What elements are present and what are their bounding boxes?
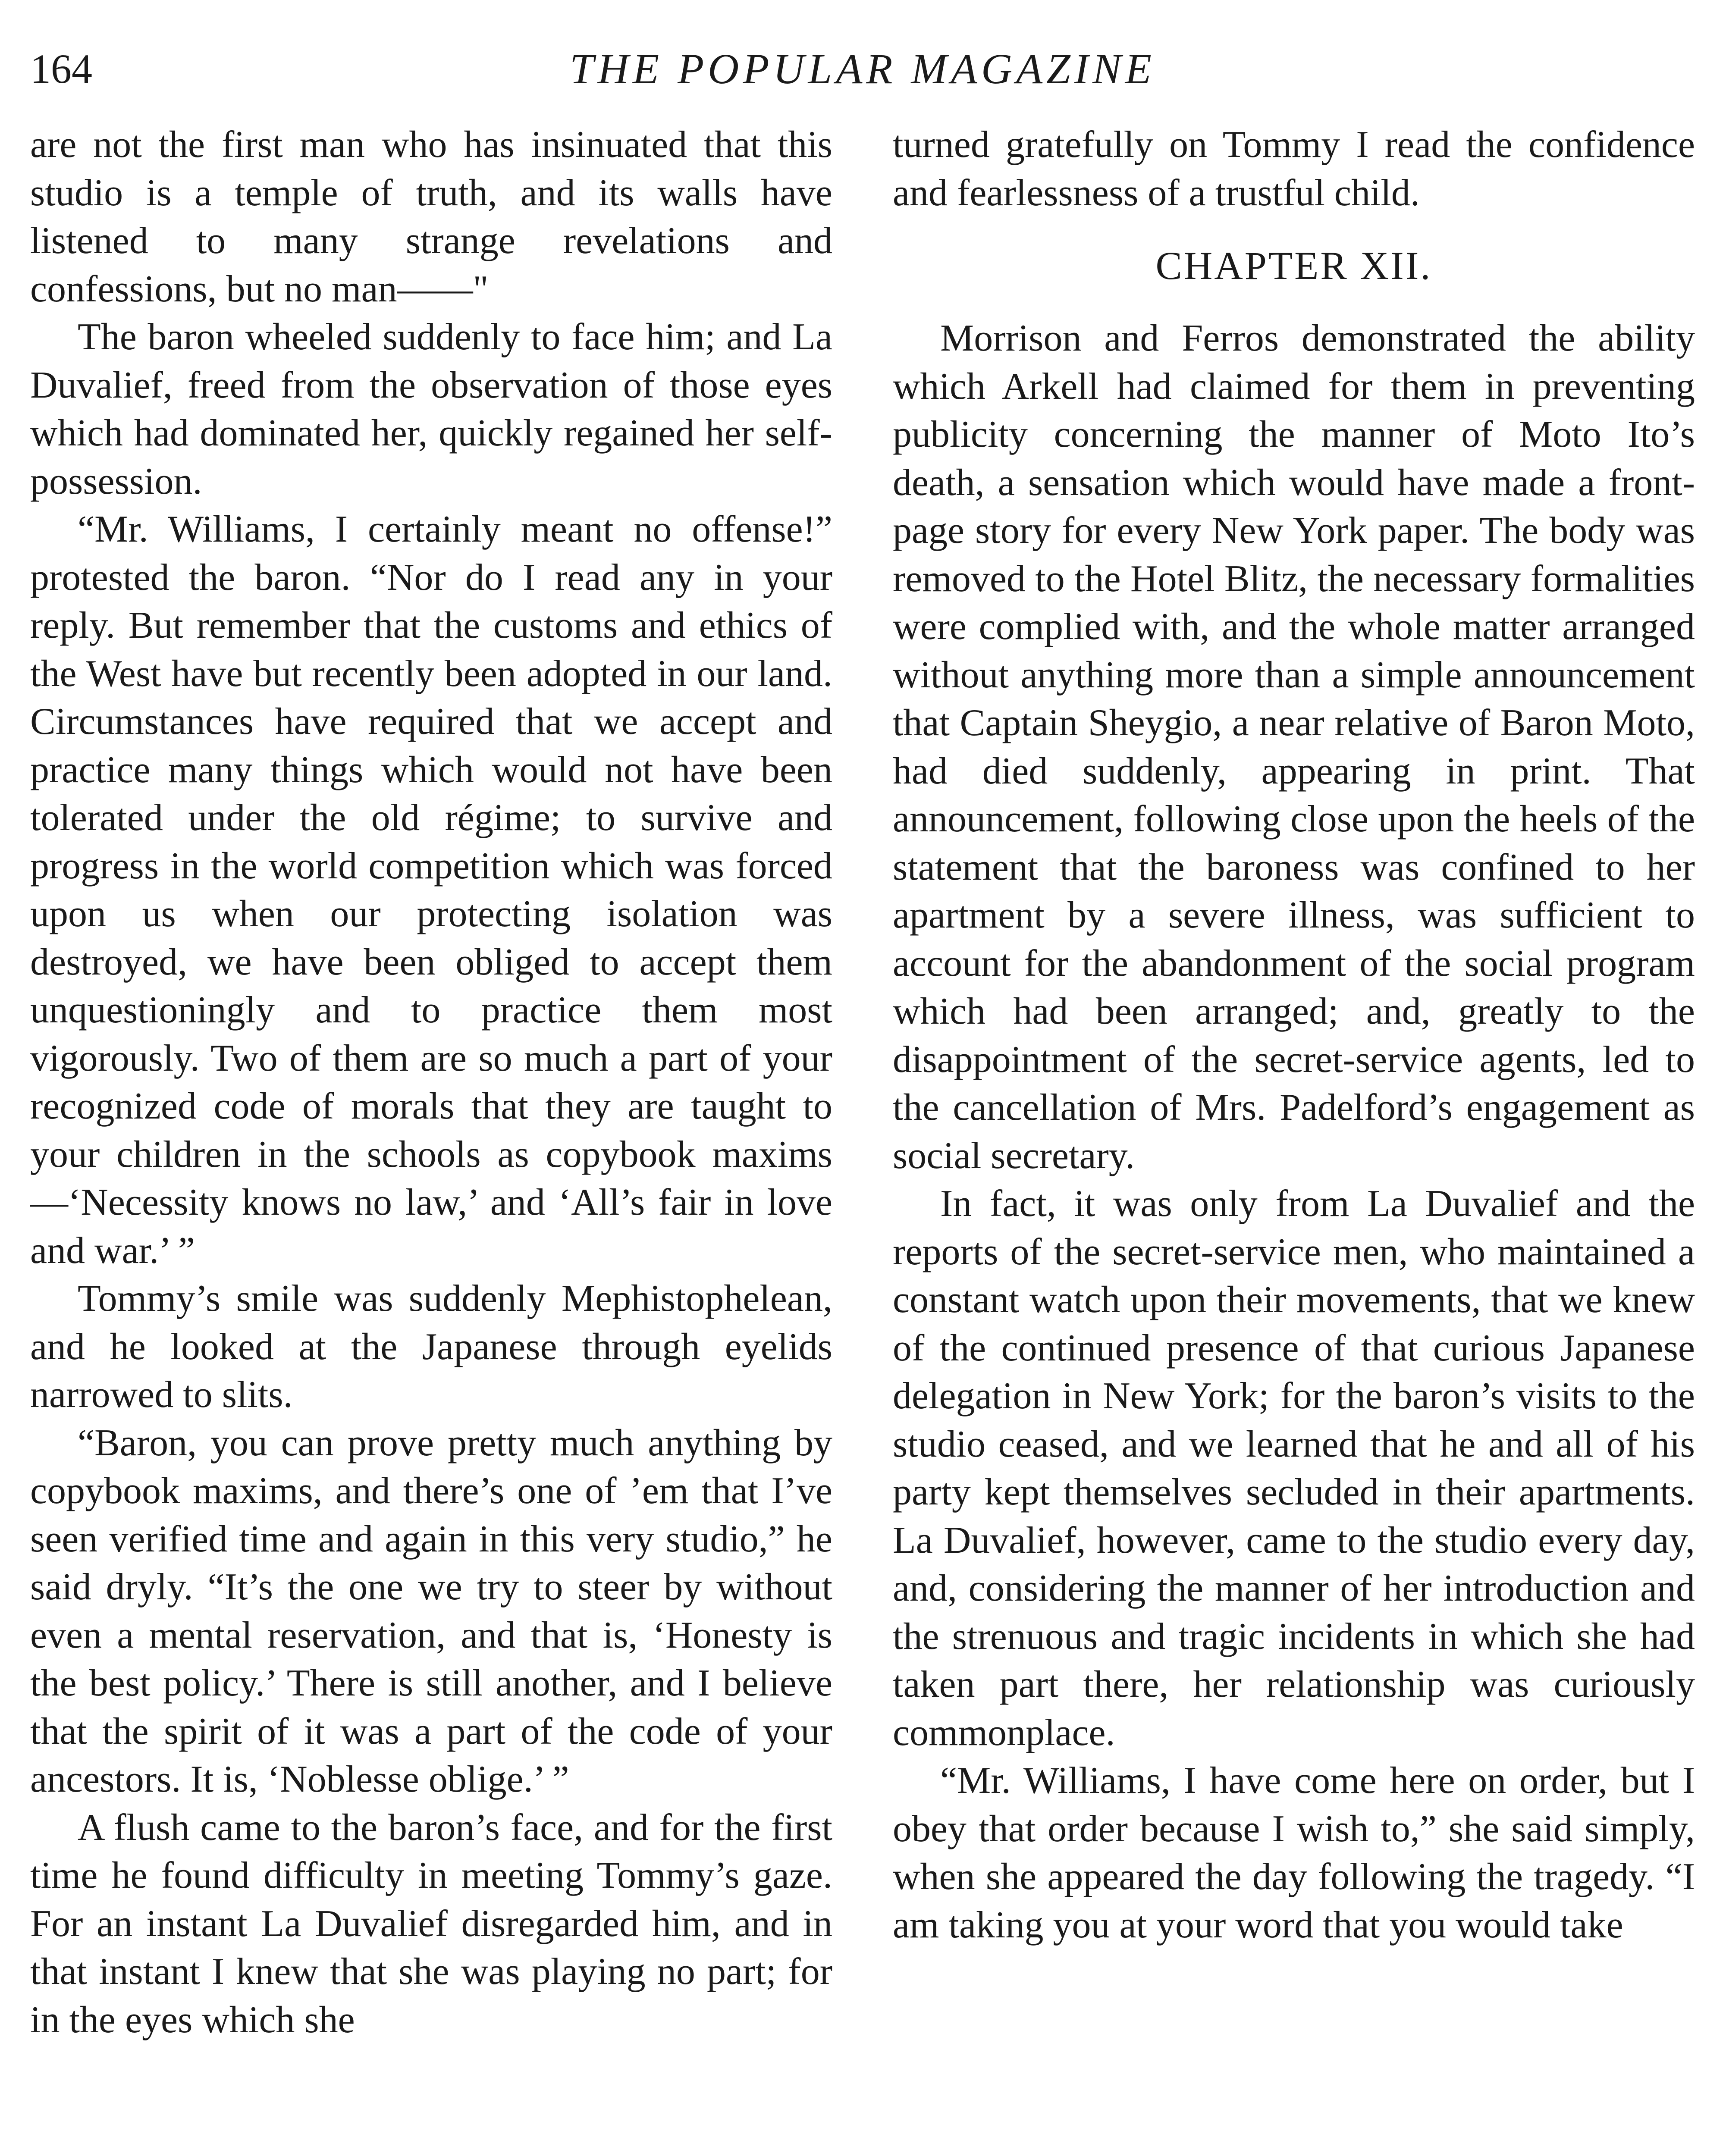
paragraph: In fact, it was only from La Duvalief and the reports of the secret-service men, who maintained a constant watch upon their movements, that we knew of the continued presence of that curious Japanese delegation in New York; for the baron’s visits to the studio ceased, and we learned that he and all of his party kept themselves secluded in their apartments. La Duvalief, however, came to the studio every day, and, considering the manner of her introduction and the strenuous and tragic incidents in which she had taken part there, her relationship was curiously commonplace. <box>893 1183 1695 1754</box>
paragraph: “Mr. Williams, I have come here on order, but I obey that order because I wish to,” she said simply, when she appeared the day following the tragedy. “I am taking you at your word that you would take <box>893 1760 1695 1946</box>
paragraph: Morrison and Ferros demonstrated the ability which Arkell had claimed for them in preventing publicity concerning the manner of Moto Ito’s death, a sensation which would have made a front-page story for every New York paper. The body was removed to the Hotel Blitz, the necessary formalities were complied with, and the whole matter arranged without anything more than a simple announcement that Captain Sheygio, a near relative of Baron Moto, had died suddenly, appearing in print. That announcement, following close upon the heels of the statement that the baroness was confined to her apartment by a severe illness, was sufficient to account for the abandonment of the social program which had been arranged; and, greatly to the disappointment of the secret-service agents, led to the cancellation of Mrs. Padelford’s engagement as social secretary. <box>893 317 1695 1177</box>
paragraph: Tommy’s smile was suddenly Mephistophelean, and he looked at the Japanese through eyelids narrowed to slits. <box>30 1278 832 1416</box>
paragraph: “Mr. Williams, I certainly meant no offense!” protested the baron. “Nor do I read any in your reply. But remember that the customs and ethics of the West have but recently been adopted in our land. Circumstances have required that we accept and practice many things which would not have been tolerated under the old régime; to survive and progress in the world competition which was forced upon us when our protecting isolation was destroyed, we have been obliged to accept them unquestioningly and to practice them most vigorously. Two of them are so much a part of your recognized code of morals that they are taught to your children in the schools as copybook maxims—‘Necessity knows no law,’ and ‘All’s fair in love and war.’ ” <box>30 508 832 1272</box>
paragraph: A flush came to the baron’s face, and for the first time he found difficulty in meeting Tommy’s gaze. For an instant La Duvalief disregarded him, and in that instant I knew that she was playing no part; for in the eyes which she <box>30 1806 832 2041</box>
left-column <box>30 121 832 2156</box>
paragraph: The baron wheeled suddenly to face him; and La Duvalief, freed from the observation of those eyes which had dominated her, quickly regained her self-possession. <box>30 316 832 502</box>
running-title: THE POPULAR MAGAZINE <box>570 45 1155 93</box>
paragraph: “Baron, you can prove pretty much anything by copybook maxims, and there’s one of ’em that I’ve seen verified time and again in this very studio,” he said dryly. “It’s the one we try to steer by without even a mental reservation, and that is, ‘Honesty is the best policy.’ There is still another, and I believe that the spirit of it was a part of the code of your ancestors. It is, ‘Noblesse oblige.’ ” <box>30 1422 832 1800</box>
right-column <box>893 121 1695 2156</box>
page-header <box>22 41 1704 97</box>
page-number: 164 <box>30 46 92 92</box>
paragraph: are not the first man who has insinuated that this studio is a temple of truth, and its walls have listened to many strange revelations and confessions, but no man——" <box>30 124 832 310</box>
chapter-heading: CHAPTER XII. <box>1155 244 1432 288</box>
paragraph: turned gratefully on Tommy I read the confidence and fearlessness of a trustful child. <box>893 124 1695 214</box>
